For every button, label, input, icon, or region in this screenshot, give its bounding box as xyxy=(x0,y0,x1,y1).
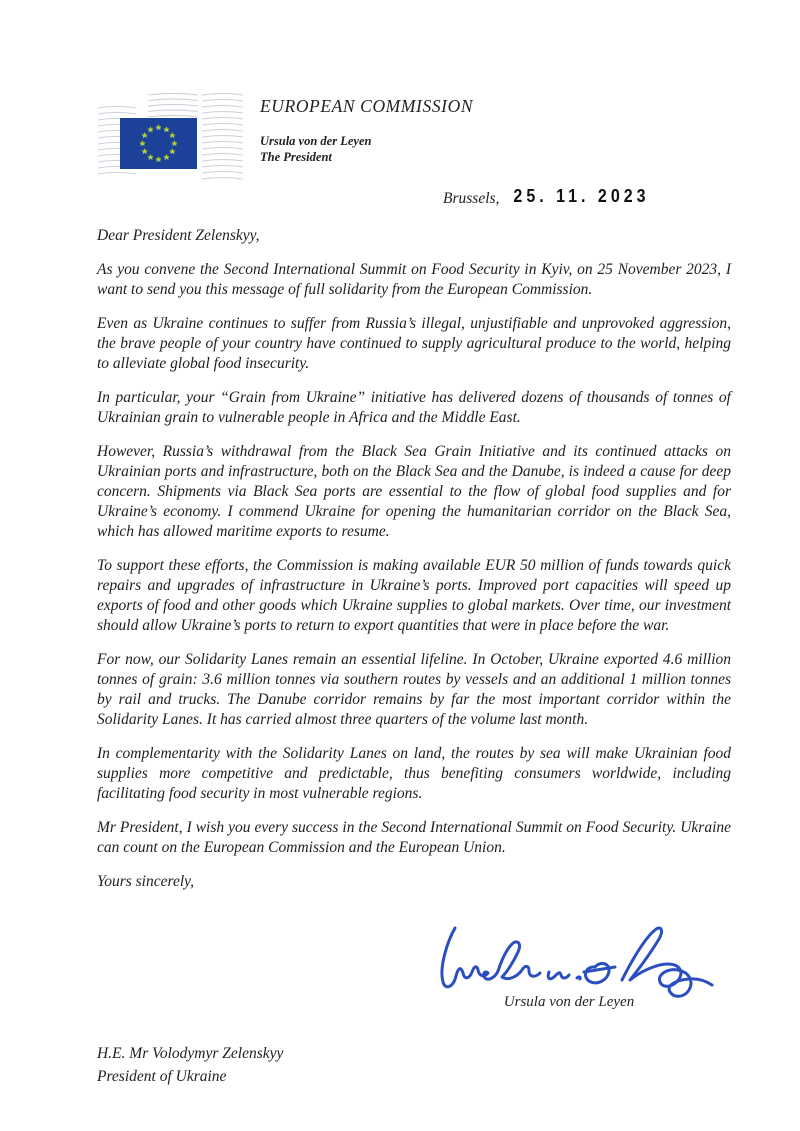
paragraph-7: In complementarity with the Solidarity Lanes on land, the routes by sea will make Ukrainian food supplies more competitive and predictable, thus benefiting consumers worldwide, including facilitating food security in most vulnerable regions. xyxy=(97,745,731,802)
recipient-address xyxy=(97,1042,283,1088)
author-block xyxy=(260,133,371,165)
paragraph-1: As you convene the Second International Summit on Food Security in Kyiv, on 25 November 2023, I want to send you this message of full solidarity from the European Commission. xyxy=(97,261,731,298)
signature-typed-name: Ursula von der Leyen xyxy=(503,994,635,1010)
paragraph-6: For now, our Solidarity Lanes remain an essential lifeline. In October, Ukraine exported 4.6 million tonnes of grain: 3.6 million tonnes via southern routes by vessels and an additional 1 million tonnes by rail and trucks. The Danube corridor remains by far the most important corridor within the Solidarity Lanes. It has carried almost three quarters of the volume last month. xyxy=(97,651,731,728)
signature-block xyxy=(423,920,715,1011)
recipient-name: H.E. Mr Volodymyr Zelenskyy xyxy=(97,1045,284,1062)
salutation: Dear President Zelenskyy, xyxy=(97,227,260,244)
paragraph-5: To support these efforts, the Commission is making available EUR 50 million of funds towards quick repairs and upgrades of infrastructure in Ukraine’s ports. Improved port capacities will speed up exports of food and other goods which Ukraine supplies to global markets. Over time, our investment should allow Ukraine’s ports to return to export quantities that were in place before the war. xyxy=(97,557,731,634)
european-commission-logo xyxy=(98,92,243,184)
paragraph-4: However, Russia’s withdrawal from the Black Sea Grain Initiative and its continued attacks on Ukrainian ports and infrastructure, both on the Black Sea and the Danube, is indeed a cause for deep concern. Shipments via Black Sea ports are essential to the flow of global food supplies and for Ukraine’s economy. I commend Ukraine for opening the humanitarian corridor on the Black Sea, which has allowed maritime exports to resume. xyxy=(97,443,731,540)
paragraph-8: Mr President, I wish you every success in the Second International Summit on Food Security. Ukraine can count on the European Commission and the European Union. xyxy=(97,819,731,856)
author-title: The President xyxy=(260,150,332,164)
paragraph-3: In particular, your “Grain from Ukraine” initiative has delivered dozens of thousands of tonnes of Ukrainian grain to vulnerable people in Africa and the Middle East. xyxy=(97,389,731,426)
closing: Yours sincerely, xyxy=(97,873,195,890)
date-stamp: 25. 11. 2023 xyxy=(513,186,650,207)
letter-body xyxy=(97,226,731,906)
dateline-place: Brussels, xyxy=(443,190,500,207)
handwritten-signature xyxy=(423,920,715,1000)
institution-title: EUROPEAN COMMISSION xyxy=(260,96,474,116)
recipient-title: President of Ukraine xyxy=(97,1068,227,1085)
dateline xyxy=(443,186,650,208)
ec-logo-graphic xyxy=(98,92,243,184)
paragraph-2: Even as Ukraine continues to suffer from Russia’s illegal, unjustifiable and unprovoked aggression, the brave people of your country have continued to supply agricultural produce to the world, helping to alleviate global food insecurity. xyxy=(97,315,731,372)
author-name: Ursula von der Leyen xyxy=(260,134,372,148)
eu-flag xyxy=(120,118,197,169)
